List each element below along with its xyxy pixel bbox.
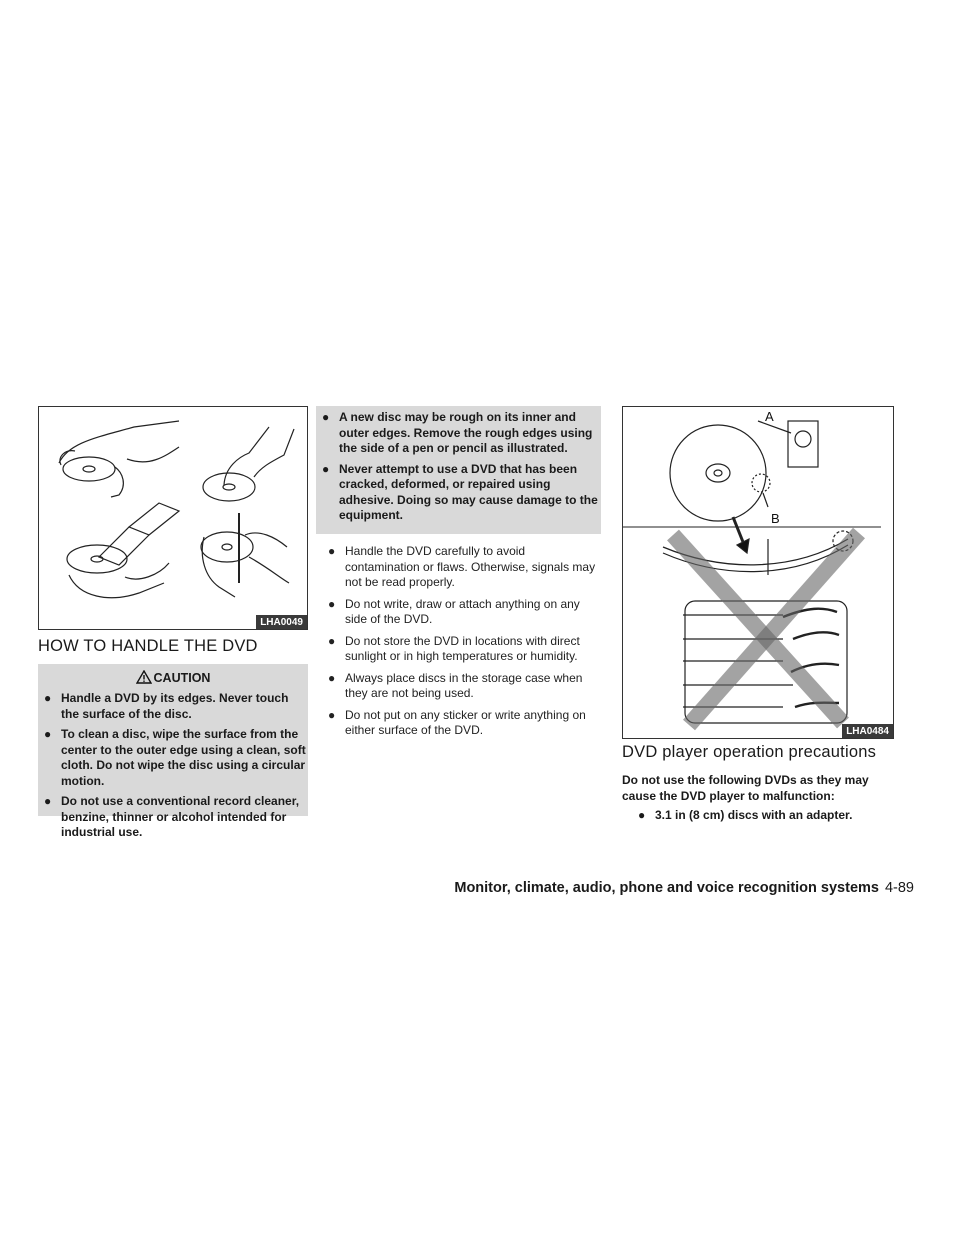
- section-title: HOW TO HANDLE THE DVD: [38, 637, 258, 655]
- bullet-icon: ●: [322, 410, 330, 424]
- caution-item: ● A new disc may be rough on its inner and outer edges. Remove the rough edges using the side of a pen or pencil as illustrated.: [322, 410, 593, 455]
- caution-item: ● Handle a DVD by its edges. Never touch the surface of the disc.: [44, 691, 289, 721]
- caution-item: ● To clean a disc, wipe the surface from the center to the outer edge using a clean, soft cloth. Do not wipe the disc using a circular motion.: [44, 727, 306, 788]
- bullet-icon: ●: [44, 794, 52, 808]
- page-footer: [454, 880, 914, 896]
- bullet-icon: ●: [328, 670, 336, 685]
- bullet-icon: ●: [328, 633, 336, 648]
- note-item: ● Do not put on any sticker or write anything on either surface of the DVD.: [328, 707, 586, 737]
- figure-precautions: [622, 406, 894, 739]
- bullet-icon: ●: [328, 544, 336, 558]
- caution-heading: [38, 664, 308, 685]
- chapter-title: Monitor, climate, audio, phone and voice recognition systems: [454, 880, 879, 896]
- callout-b: B: [771, 511, 780, 526]
- caution-item: ● Never attempt to use a DVD that has been cracked, deformed, or repaired using adhesive. Doing so may cause damage to the equipment.: [322, 461, 598, 522]
- bullet-icon: ●: [44, 727, 52, 741]
- subsection-title: DVD player operation precautions: [622, 743, 877, 761]
- caution-item: ● Do not use a conventional record cleaner, benzine, thinner or alcohol intended for industrial use.: [44, 794, 300, 839]
- bullet-icon: ●: [322, 461, 330, 476]
- callout-a: A: [765, 409, 774, 424]
- bullet-icon: ●: [328, 596, 336, 611]
- dvd-handling-illustration: [39, 407, 307, 629]
- caution-box: [38, 664, 308, 839]
- figure-code: LHA0049: [256, 615, 307, 629]
- caution-box-continued: [316, 406, 601, 534]
- precautions-list: [632, 808, 897, 824]
- note-item: ● Do not store the DVD in locations with direct sunlight or in high temperatures or humidity.: [328, 633, 580, 663]
- bullet-icon: ●: [44, 691, 52, 705]
- caution-title: CAUTION: [153, 671, 211, 685]
- figure-code: LHA0484: [842, 724, 893, 738]
- dvd-precaution-illustration: [623, 407, 893, 738]
- page-number: 4-89: [884, 880, 914, 896]
- note-item: ● Do not write, draw or attach anything on any side of the DVD.: [328, 596, 580, 626]
- warning-triangle-icon: [136, 670, 152, 684]
- notes-list: [322, 544, 602, 739]
- note-item: ● Always place discs in the storage case when they are not being used.: [328, 670, 583, 700]
- bullet-icon: ●: [638, 808, 646, 822]
- precaution-item: ● 3.1 in (8 cm) discs with an adapter.: [638, 808, 853, 822]
- precautions-intro: Do not use the following DVDs as they may cause the DVD player to malfunction:: [622, 773, 869, 803]
- figure-handling-dvd: [38, 406, 308, 630]
- bullet-icon: ●: [328, 707, 336, 722]
- note-item: ● Handle the DVD carefully to avoid contamination or flaws. Otherwise, signals may not be read properly.: [328, 544, 596, 589]
